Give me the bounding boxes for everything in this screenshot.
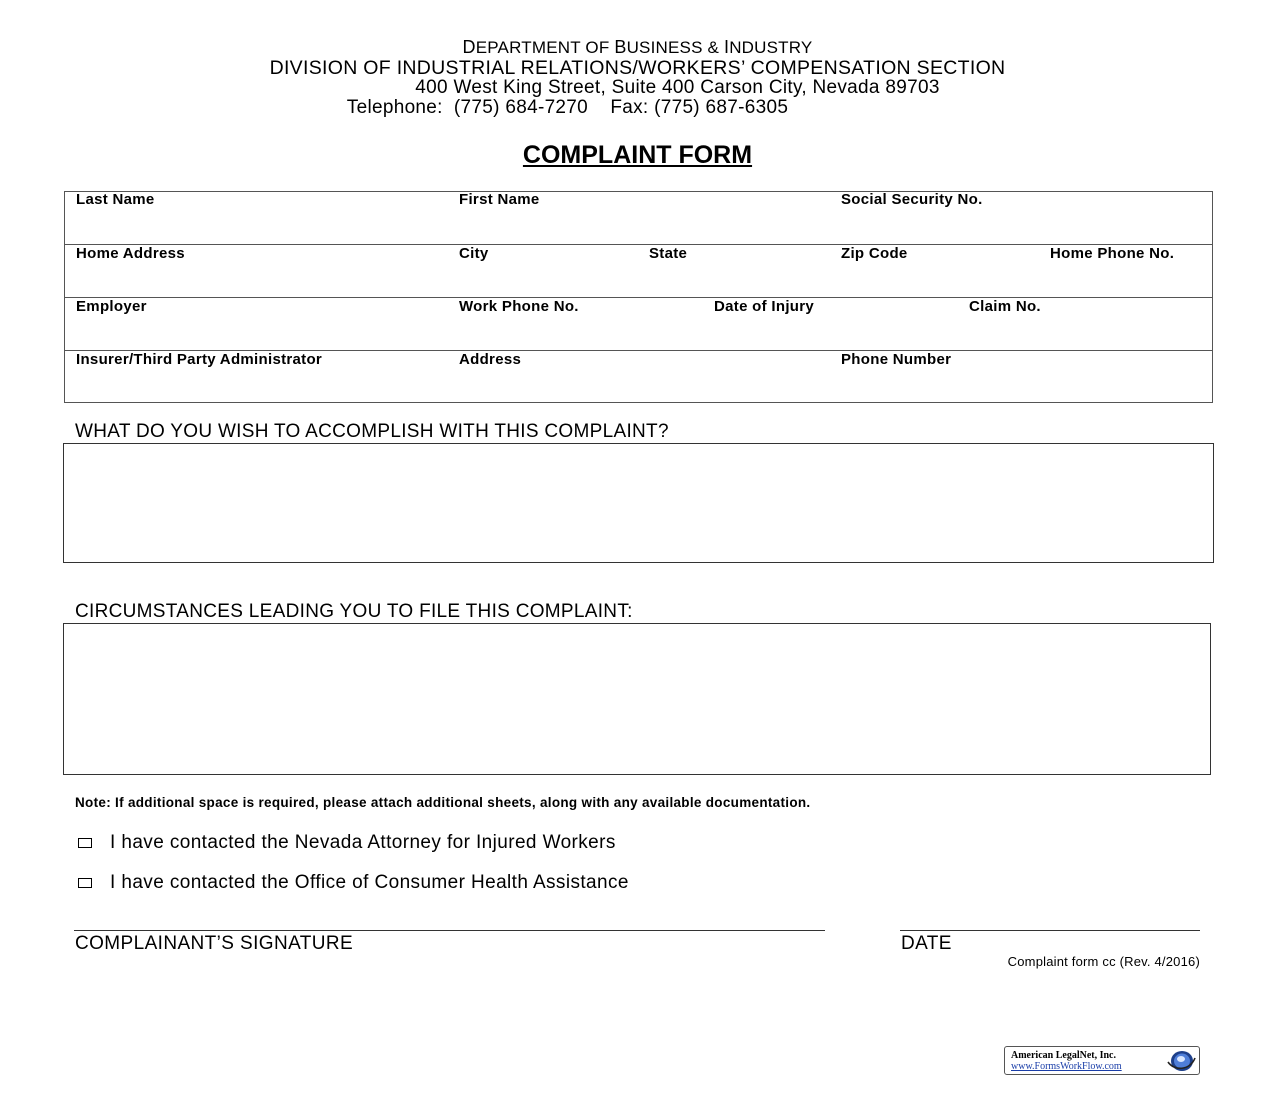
last-name-field[interactable]: Last Name (76, 191, 155, 208)
additional-space-note: Note: If additional space is required, please attach additional sheets, along with any available documentation. (75, 795, 811, 810)
globe-icon (1164, 1049, 1196, 1073)
insurer-phone-field[interactable]: Phone Number (841, 351, 952, 368)
claim-no-field[interactable]: Claim No. (969, 298, 1041, 315)
employer-field[interactable]: Employer (76, 298, 147, 315)
form-title: COMPLAINT FORM (522, 141, 753, 169)
signature-label: COMPLAINANT’S SIGNATURE (75, 933, 354, 954)
claimant-info-table (64, 191, 1213, 403)
date-of-injury-field[interactable]: Date of Injury (714, 298, 815, 315)
circumstances-textarea[interactable] (63, 623, 1211, 775)
insurer-address-field[interactable]: Address (459, 351, 522, 368)
work-phone-field[interactable]: Work Phone No. (459, 298, 579, 315)
city-field[interactable]: City (459, 245, 489, 262)
american-legalnet-logo[interactable] (1004, 1046, 1200, 1075)
date-line[interactable] (900, 930, 1200, 931)
checkbox-row-consumer-health[interactable] (78, 872, 629, 894)
logo-company-name: American LegalNet, Inc. (1011, 1050, 1116, 1061)
first-name-field[interactable]: First Name (459, 191, 540, 208)
accomplish-label: WHAT DO YOU WISH TO ACCOMPLISH WITH THIS COMPLAINT? (75, 421, 669, 442)
info-row-1 (65, 192, 1212, 245)
form-revision: Complaint form cc (Rev. 4/2016) (1007, 954, 1200, 969)
info-row-4 (65, 351, 1212, 404)
logo-url-link[interactable]: www.FormsWorkFlow.com (1011, 1061, 1122, 1072)
consumer-health-checkbox[interactable] (78, 878, 92, 888)
consumer-health-checkbox-label: I have contacted the Office of Consumer Health Assistance (110, 872, 629, 893)
phone-line: Telephone: (775) 684-7270 Fax: (775) 687-6305 (346, 97, 789, 118)
signature-line[interactable] (74, 930, 825, 931)
department-heading: DEPARTMENT OF BUSINESS & INDUSTRY (462, 37, 813, 57)
division-heading: DIVISION OF INDUSTRIAL RELATIONS/WORKERS’ COMPENSATION SECTION (269, 57, 1006, 79)
address-line: 400 West King Street, Suite 400 Carson City, Nevada 89703 (415, 77, 940, 98)
insurer-field[interactable]: Insurer/Third Party Administrator (76, 351, 323, 368)
attorney-checkbox[interactable] (78, 838, 92, 848)
info-row-3 (65, 298, 1212, 351)
home-address-field[interactable]: Home Address (76, 245, 185, 262)
ssn-field[interactable]: Social Security No. (841, 191, 983, 208)
circumstances-label: CIRCUMSTANCES LEADING YOU TO FILE THIS COMPLAINT: (75, 601, 633, 622)
checkbox-row-attorney[interactable] (78, 832, 616, 854)
accomplish-textarea[interactable] (63, 443, 1214, 563)
info-row-2 (65, 245, 1212, 298)
home-phone-field[interactable]: Home Phone No. (1050, 245, 1175, 262)
zip-code-field[interactable]: Zip Code (841, 245, 908, 262)
attorney-checkbox-label: I have contacted the Nevada Attorney for Injured Workers (110, 832, 616, 853)
date-label: DATE (901, 933, 952, 954)
state-field[interactable]: State (649, 245, 688, 262)
